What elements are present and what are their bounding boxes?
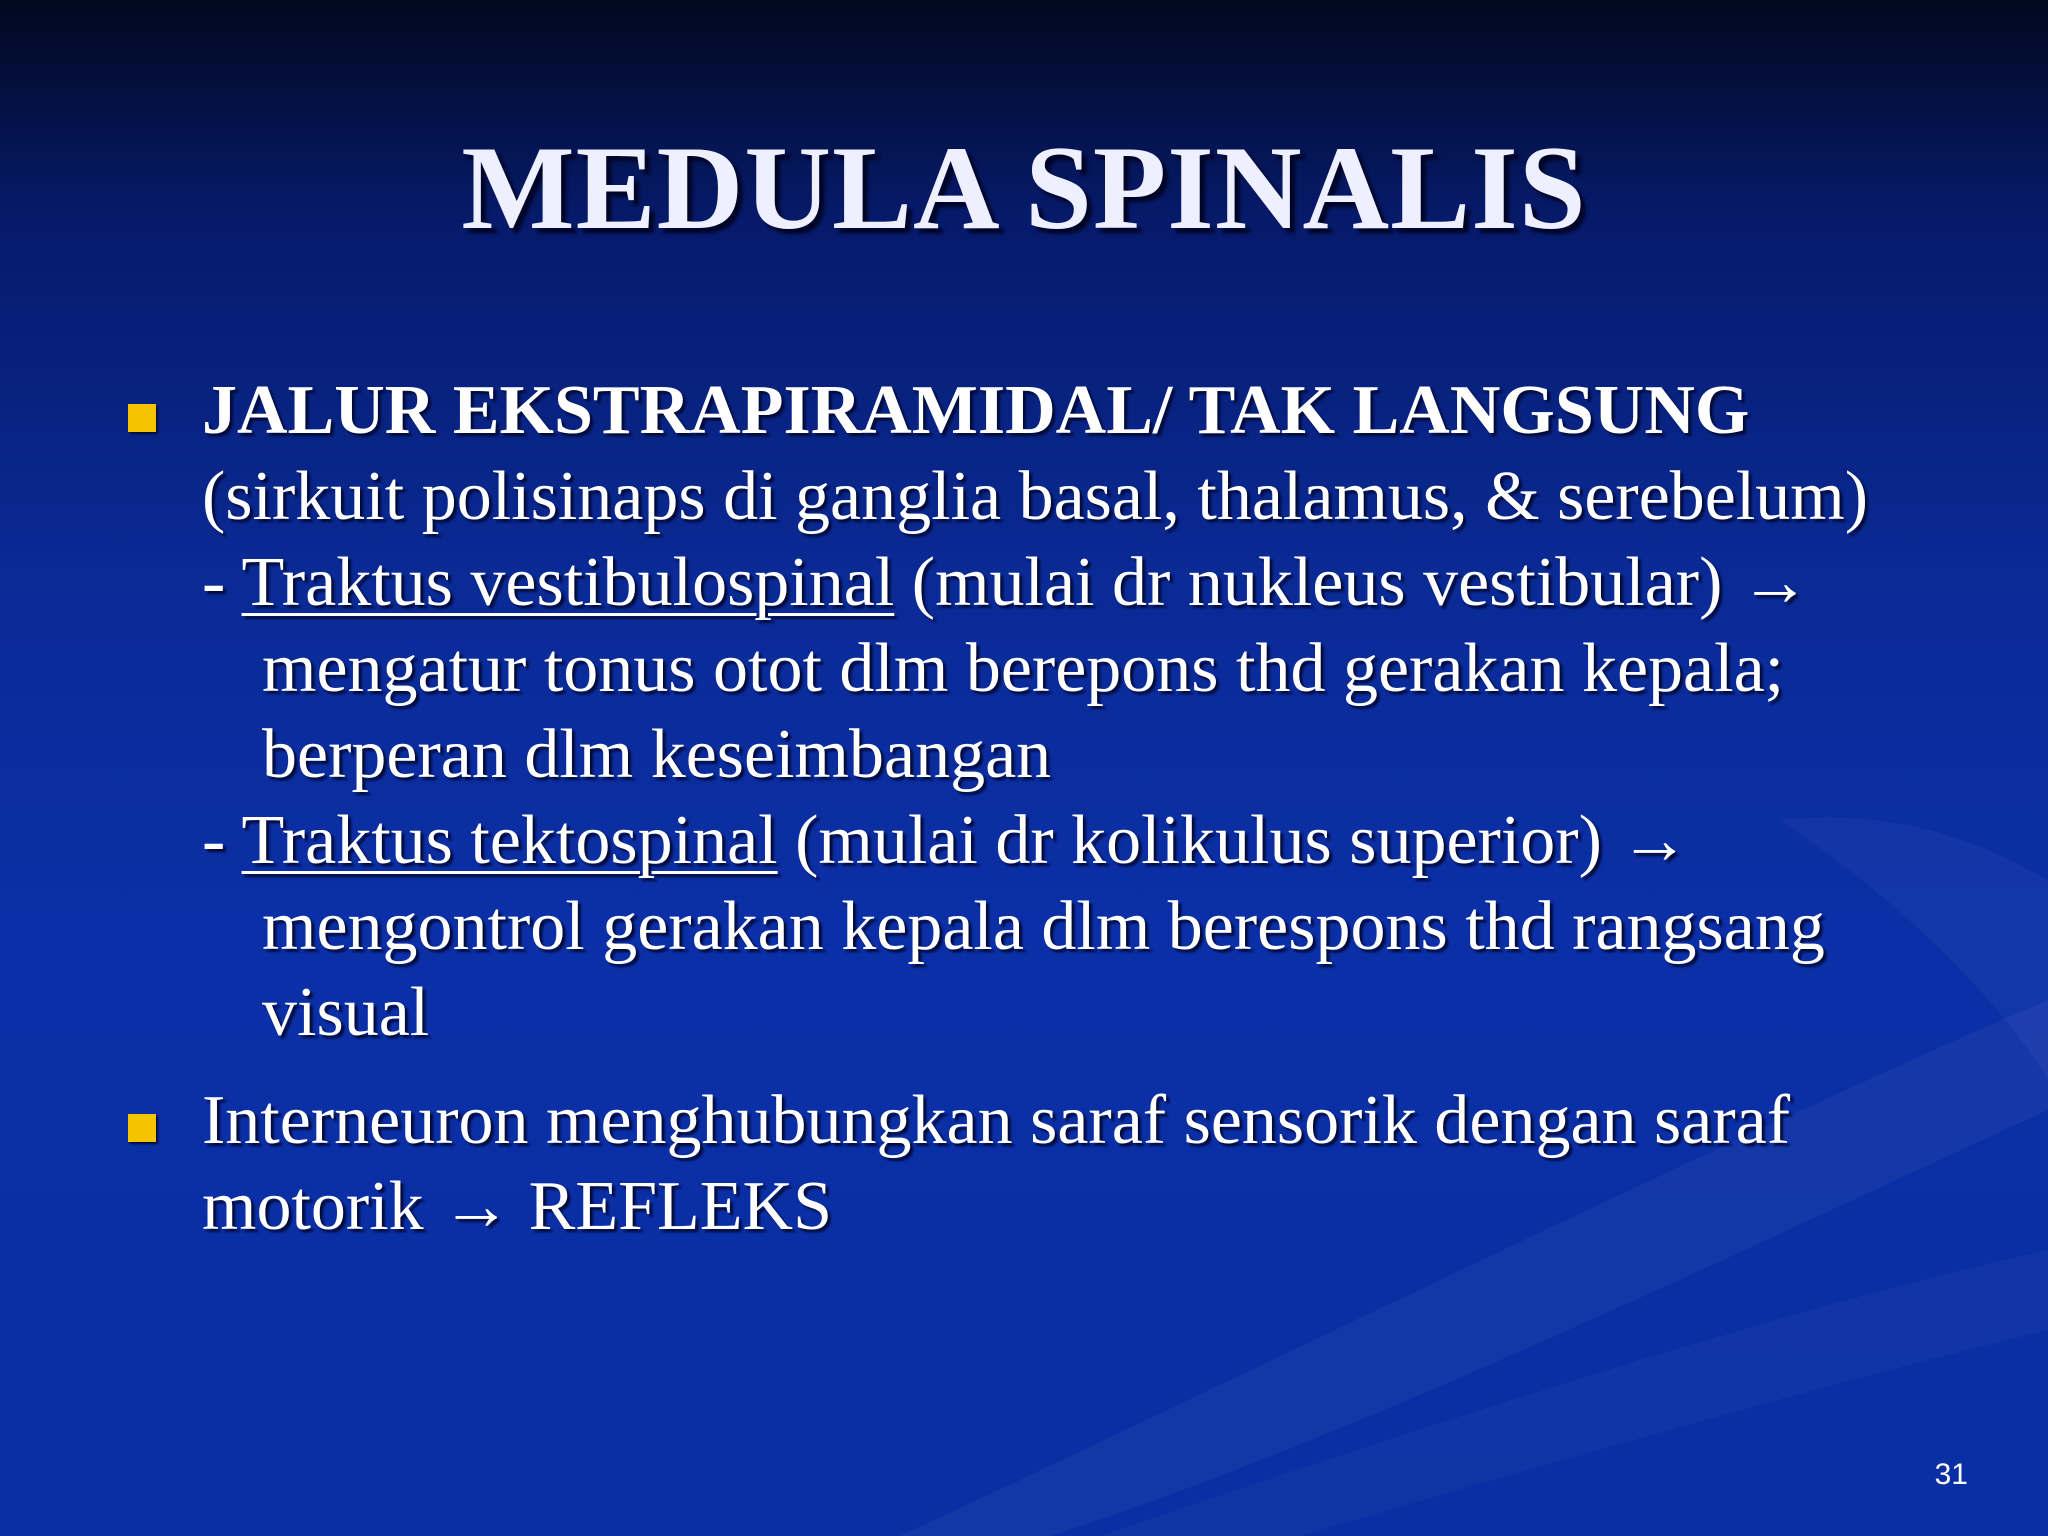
- square-bullet-icon: [128, 1114, 156, 1142]
- bullet-1-heading: JALUR EKSTRAPIRAMIDAL/ TAK LANGSUNG: [202, 372, 1750, 449]
- sub-item-vestibulospinal: [202, 540, 1920, 798]
- page-number: 31: [1934, 1458, 1968, 1491]
- square-bullet-icon: [128, 404, 156, 432]
- sub-item-tektospinal: [202, 798, 1920, 1056]
- slide-title: MEDULA SPINALIS: [461, 121, 1587, 254]
- bullet-2-text: Interneuron menghubungkan saraf sensorik dengan saraf motorik → REFLEKS: [202, 1082, 1791, 1245]
- bullet-1-paren: (sirkuit polisinaps di ganglia basal, thalamus, & serebelum): [202, 458, 1869, 535]
- sub-item-dash: -: [202, 802, 242, 879]
- slide-content: [120, 368, 1920, 1250]
- bullet-1-text: [202, 368, 1920, 540]
- sub-item-description: (mulai dr nukleus vestibular) → mengatur tonus otot dlm berepons thd gerakan kepala; berperan dlm keseimbangan: [262, 544, 1810, 793]
- bullet-item-1: [120, 368, 1920, 1056]
- sub-item-term: Traktus vestibulospinal: [241, 544, 895, 621]
- sub-item-term: Traktus tektospinal: [241, 802, 778, 879]
- sub-item-dash: -: [202, 544, 242, 621]
- bullet-item-2: [120, 1078, 1920, 1250]
- sub-item-description: (mulai dr kolikulus superior) → mengontrol gerakan kepala dlm berespons thd rangsang visual: [262, 802, 1825, 1051]
